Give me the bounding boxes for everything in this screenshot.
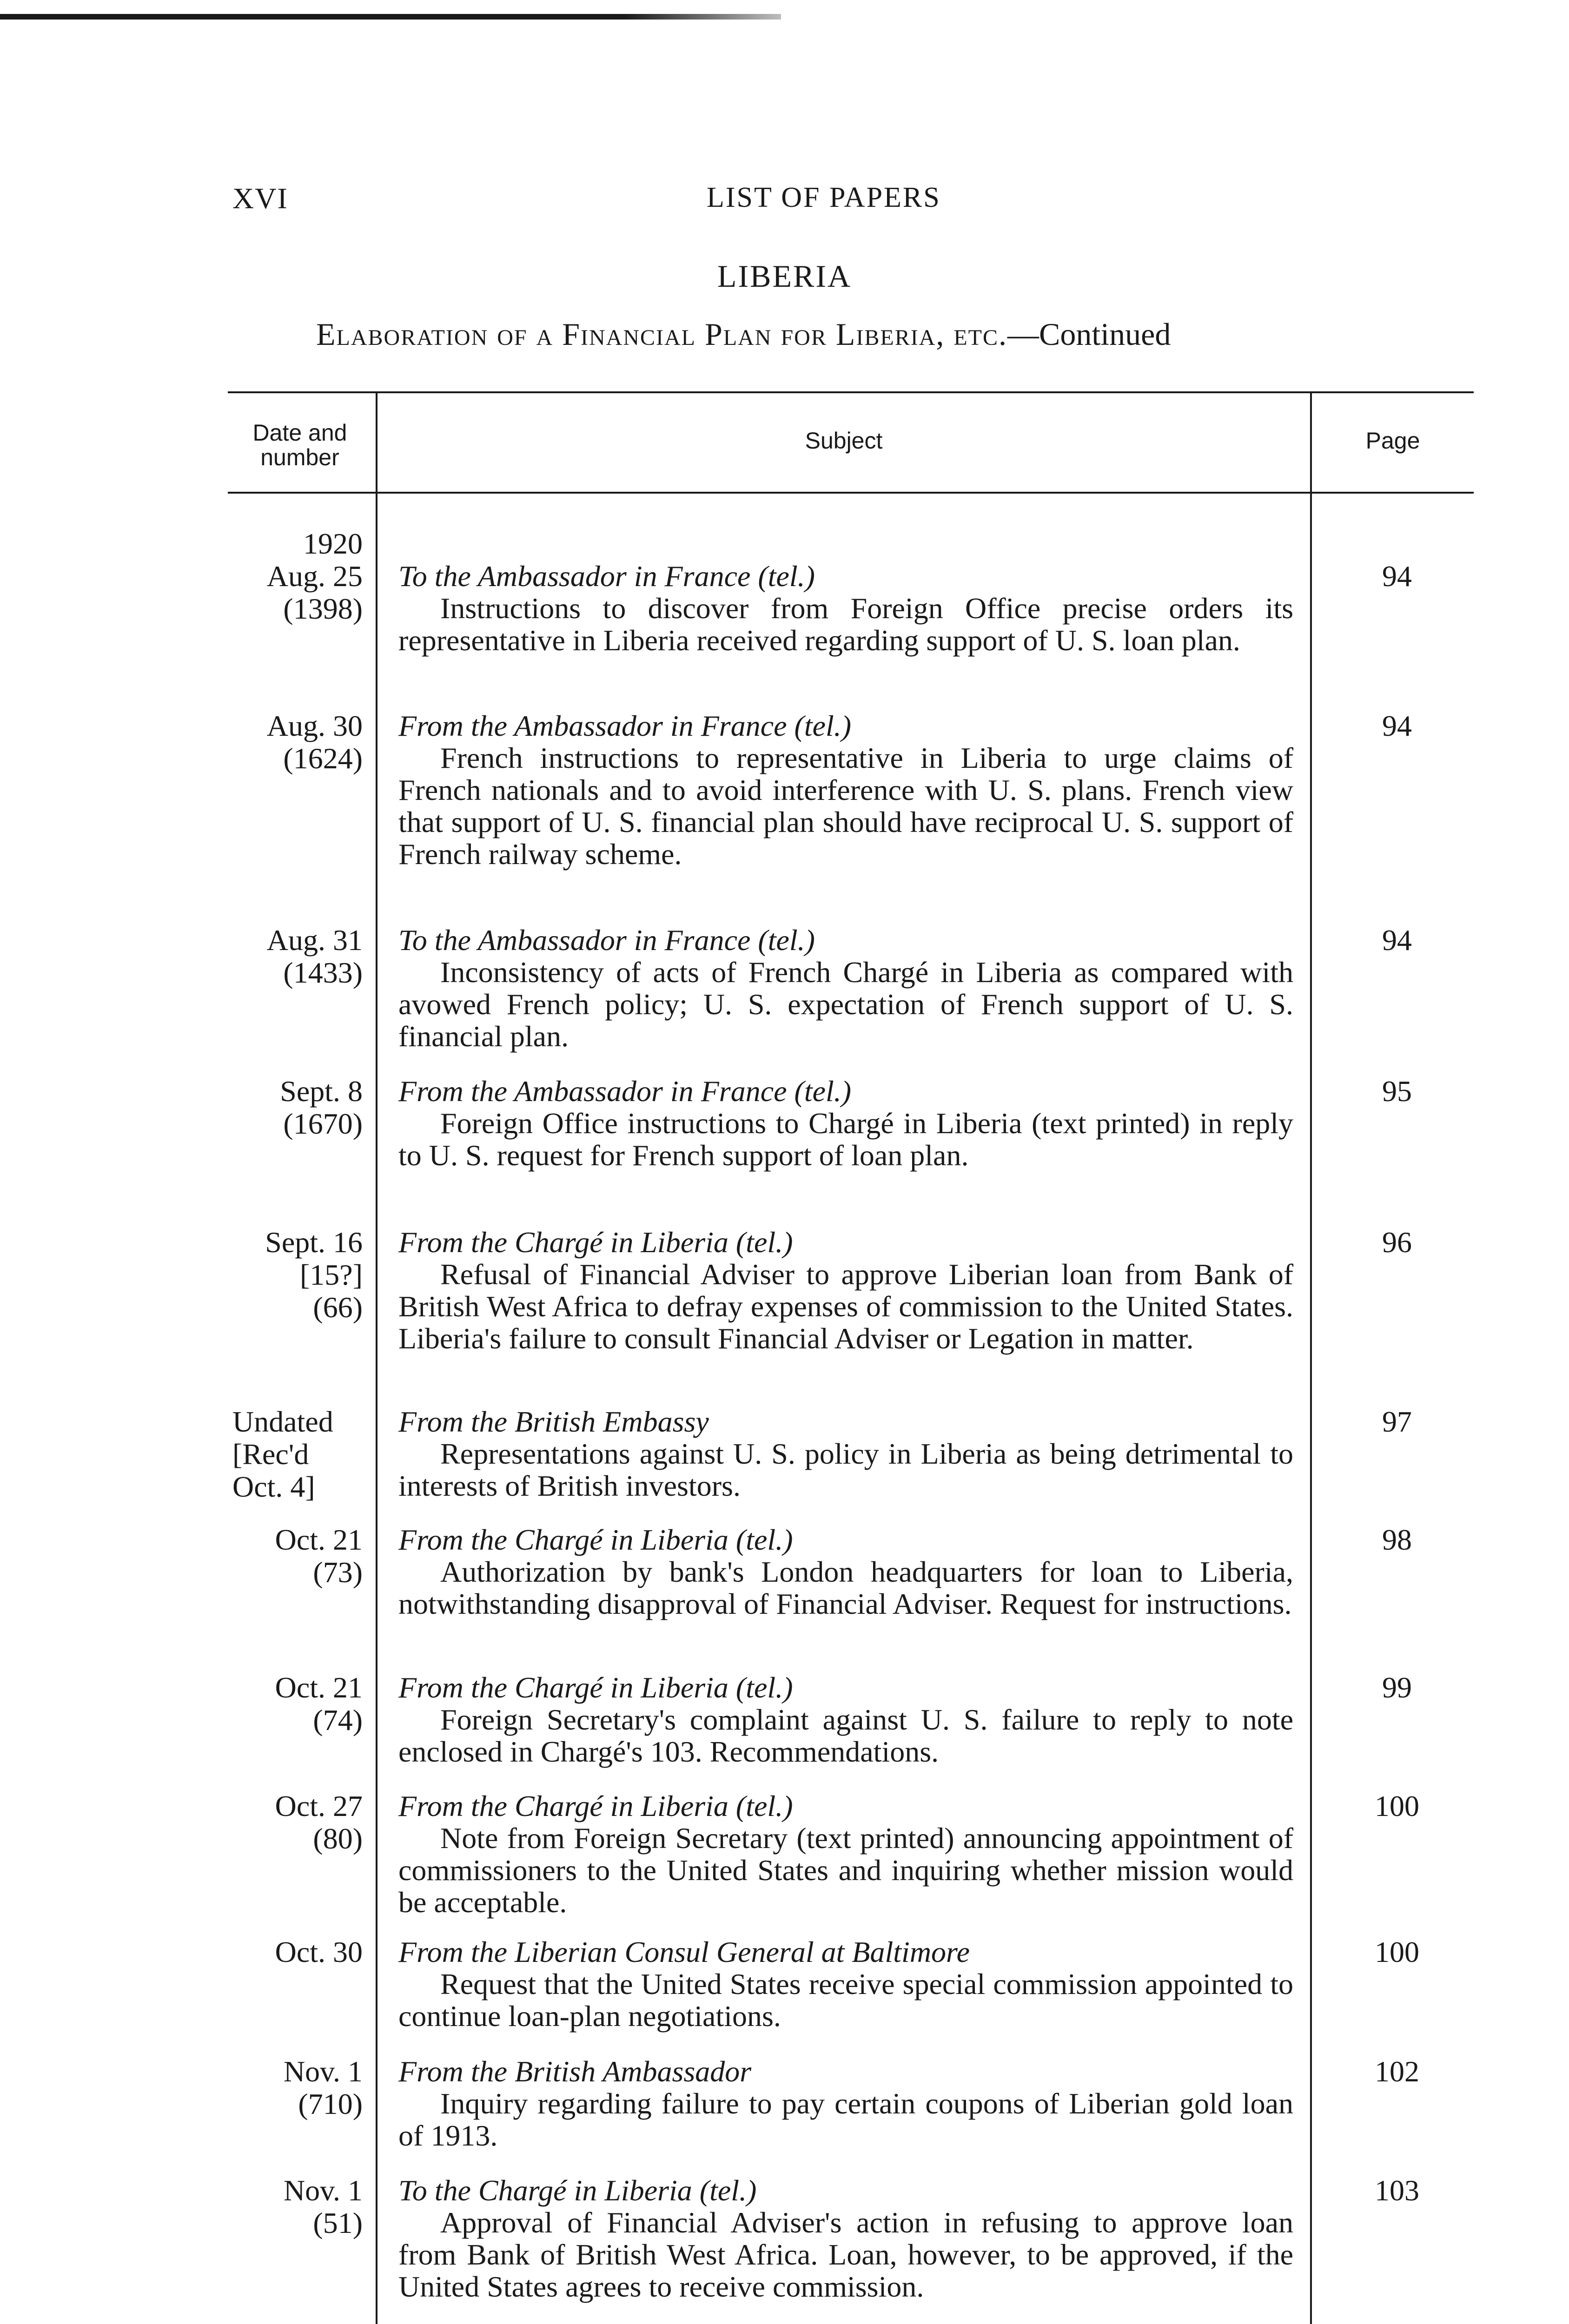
entry-subject xyxy=(398,560,1293,656)
entry-date-text: Aug. 25 xyxy=(266,560,363,593)
column-header-page: Page xyxy=(1365,428,1420,454)
entry-date-text: Oct. 27 xyxy=(275,1789,363,1822)
entry-date xyxy=(228,2055,363,2120)
column-divider-date xyxy=(376,391,377,2324)
entry-page: 100 xyxy=(1375,1935,1419,1968)
entry-date xyxy=(228,2174,363,2239)
entry-date xyxy=(228,924,363,989)
entry-heading: From the Liberian Consul General at Baltimore xyxy=(398,1935,970,1968)
entry-heading: From the British Ambassador xyxy=(398,2055,752,2088)
entry-date xyxy=(228,1936,363,1968)
entry-heading: From the Ambassador in France (tel.) xyxy=(398,1075,852,1108)
entry-number: (74) xyxy=(313,1703,363,1736)
entry-date xyxy=(228,1524,363,1589)
entry-date-text: Sept. 16 xyxy=(265,1226,363,1259)
entry-subject xyxy=(398,924,1293,1052)
entry-date-text: Sept. 8 xyxy=(280,1075,363,1108)
entry-date-text: Oct. 21 xyxy=(275,1523,363,1556)
entry-description: Request that the United States receive special commission appointed to continue loan-plan negotiations. xyxy=(398,1967,1293,2033)
country-heading: LIBERIA xyxy=(717,258,852,294)
entry-number: (710) xyxy=(298,2087,363,2120)
entry-description: Representations against U. S. policy in Liberia as being detrimental to interests of British investors. xyxy=(398,1437,1293,1502)
section-title-suffix: —Continued xyxy=(1007,317,1171,352)
entry-heading: From the Chargé in Liberia (tel.) xyxy=(398,1523,793,1556)
entry-page: 102 xyxy=(1375,2055,1419,2088)
entry-number-2: Oct. 4] xyxy=(232,1470,315,1503)
entry-description: Instructions to discover from Foreign Office precise orders its representative in Liberia received regarding support of U. S. loan plan. xyxy=(398,592,1293,657)
entry-date-text: Aug. 30 xyxy=(266,709,363,742)
column-divider-page xyxy=(1310,391,1312,2324)
entry-subject xyxy=(398,2174,1293,2303)
entry-date xyxy=(228,1075,363,1140)
entry-heading: From the Chargé in Liberia (tel.) xyxy=(398,1789,793,1822)
entry-number: (73) xyxy=(313,1556,363,1589)
entry-description: French instructions to representative in Liberia to urge claims of French nationals and to avoid interference with U. S. plans. French view that support of U. S. financial plan should have reciprocal U. S. support of French railway scheme. xyxy=(398,741,1293,871)
entry-description: Approval of Financial Adviser's action in refusing to approve loan from Bank of British West Africa. Loan, however, to be approved, if the United States agrees to receive commission. xyxy=(398,2206,1293,2303)
entry-description: Refusal of Financial Adviser to approve Liberian loan from Bank of British West Africa to defray expenses of commission to the United States. Liberia's failure to consult Financial Adviser or Legation in matter. xyxy=(398,1258,1293,1355)
entry-page: 96 xyxy=(1382,1226,1412,1259)
column-header-date: Date and number xyxy=(252,420,347,470)
entry-number: (1624) xyxy=(283,742,363,775)
entry-date xyxy=(228,1226,363,1324)
entry-subject xyxy=(398,1936,1293,2032)
entry-description: Authorization by bank's London headquarters for loan to Liberia, notwithstanding disapproval of Financial Adviser. Request for instructions. xyxy=(398,1555,1293,1620)
entry-subject xyxy=(398,1671,1293,1768)
table-header-rule xyxy=(228,492,1474,494)
entry-number: [15?] xyxy=(299,1258,363,1291)
entry-date-text: Oct. 21 xyxy=(275,1671,363,1704)
entry-number: (80) xyxy=(313,1822,363,1855)
entry-subject xyxy=(398,1790,1293,1918)
entry-subject xyxy=(398,710,1293,870)
entry-subject xyxy=(398,1406,1293,1502)
entry-page: 98 xyxy=(1382,1523,1412,1556)
entry-heading: To the Ambassador in France (tel.) xyxy=(398,924,815,957)
entry-page: 99 xyxy=(1382,1671,1412,1704)
entry-subject xyxy=(398,1226,1293,1354)
page-number: XVI xyxy=(232,182,288,215)
entry-page: 94 xyxy=(1382,709,1412,742)
entry-date-text: Undated xyxy=(232,1405,333,1438)
entry-subject xyxy=(398,2055,1293,2152)
table-top-rule xyxy=(228,391,1474,393)
entry-heading: From the Ambassador in France (tel.) xyxy=(398,709,852,742)
entry-date-text: Nov. 1 xyxy=(283,2174,363,2207)
entry-number: (1670) xyxy=(283,1107,363,1140)
entry-heading: To the Chargé in Liberia (tel.) xyxy=(398,2174,757,2207)
entry-page: 103 xyxy=(1375,2174,1419,2207)
entry-description: Foreign Secretary's complaint against U. S. failure to reply to note enclosed in Chargé's 103. Recommendations. xyxy=(398,1703,1293,1768)
entry-date-text: Aug. 31 xyxy=(266,924,363,957)
entry-heading: To the Ambassador in France (tel.) xyxy=(398,560,815,593)
entry-heading: From the Chargé in Liberia (tel.) xyxy=(398,1671,793,1704)
entry-number: (1433) xyxy=(283,956,363,989)
entry-heading: From the British Embassy xyxy=(398,1405,709,1438)
entry-date-text: Nov. 1 xyxy=(283,2055,363,2088)
section-title-text: Elaboration of a Financial Plan for Liberia, etc. xyxy=(316,317,1008,352)
entry-page: 100 xyxy=(1375,1789,1419,1822)
entry-page: 97 xyxy=(1382,1405,1412,1438)
entry-description: Inconsistency of acts of French Chargé in Liberia as compared with avowed French policy; U. S. expectation of French support of U. S. financial plan. xyxy=(398,956,1293,1053)
entry-heading: From the Chargé in Liberia (tel.) xyxy=(398,1226,793,1259)
entry-date xyxy=(228,560,363,625)
entry-number: (51) xyxy=(313,2206,363,2239)
entry-date xyxy=(228,1790,363,1855)
entry-date xyxy=(232,1406,372,1503)
entry-number: (1398) xyxy=(283,592,363,625)
entry-description: Inquiry regarding failure to pay certain coupons of Liberian gold loan of 1913. xyxy=(398,2087,1293,2152)
entry-number-2: (66) xyxy=(313,1291,363,1324)
entry-date xyxy=(228,1671,363,1736)
entry-description: Foreign Office instructions to Chargé in Liberia (text printed) in reply to U. S. request for French support of loan plan. xyxy=(398,1107,1293,1172)
year-label: 1920 xyxy=(303,527,363,560)
entry-page: 94 xyxy=(1382,924,1412,957)
entry-subject xyxy=(398,1075,1293,1171)
entry-description: Note from Foreign Secretary (text printed) announcing appointment of commissioners to the United States and inquiring whether mission would be acceptable. xyxy=(398,1822,1293,1919)
entry-date-text: Oct. 30 xyxy=(275,1935,363,1968)
running-title: LIST OF PAPERS xyxy=(707,182,941,213)
section-title xyxy=(316,316,1171,353)
entry-number: [Rec'd xyxy=(232,1438,309,1471)
entry-page: 94 xyxy=(1382,560,1412,593)
entry-date xyxy=(228,710,363,775)
entry-page: 95 xyxy=(1382,1075,1412,1108)
entry-subject xyxy=(398,1524,1293,1620)
top-rule xyxy=(0,14,781,20)
column-header-subject: Subject xyxy=(805,428,883,454)
